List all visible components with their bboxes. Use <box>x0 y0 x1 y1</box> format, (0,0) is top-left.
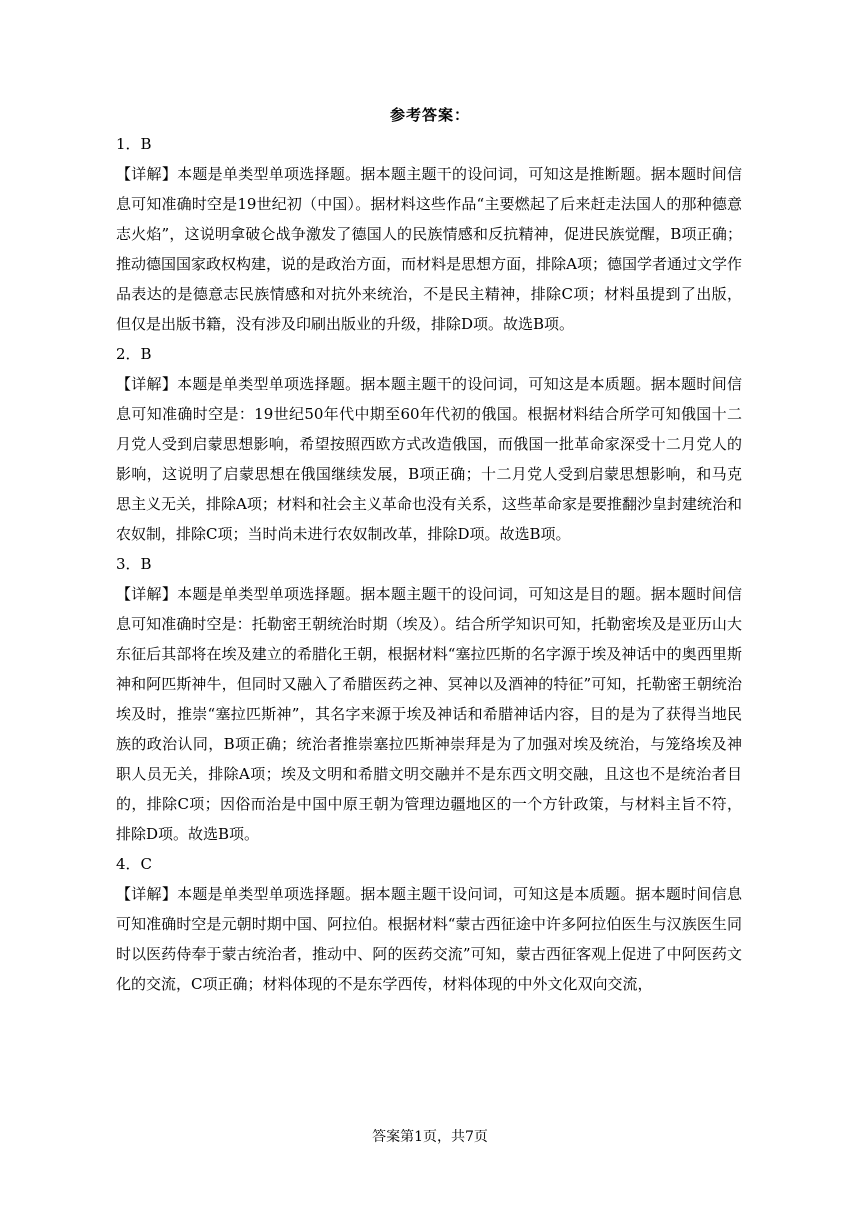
explanation-label: 【详解】 <box>116 375 178 393</box>
explanation-label: 【详解】 <box>116 165 178 183</box>
explanation-text: 本题是单类型单项选择题。据本题主题干的设问词，可知这是目的题。据本题时间信息可知准确时空是：托勒密王朝统治时期（埃及）。结合所学知识可知，托勒密埃及是亚历山大东征后其部将在埃及建立的希腊化王朝，根据材料“塞拉匹斯的名字源于埃及神话中的奥西里斯神和阿匹斯神牛，但同时又融入了希腊医药之神、冥神以及酒神的特征”可知，托勒密王朝统治埃及时，推崇“塞拉匹斯神”，其名字来源于埃及神话和希腊神话内容，目的是为了获得当地民族的政治认同，B项正确；统治者推崇塞拉匹斯神崇拜是为了加强对埃及统治，与笼络埃及神职人员无关，排除A项；埃及文明和希腊文明交融并不是东西文明交融，且这也不是统治者目的，排除C项；因俗而治是中国中原王朝为管理边疆地区的一个方针政策，与材料主旨不符，排除D项。故选B项。 <box>116 585 742 843</box>
explanation-label: 【详解】 <box>116 585 178 603</box>
answer-explanation-3 <box>116 579 742 849</box>
page-footer: 答案第1页，共7页 <box>372 1129 488 1145</box>
answer-number-1: 1．B <box>116 135 152 153</box>
answer-explanation-1 <box>116 159 742 339</box>
answer-number-3: 3．B <box>116 555 152 573</box>
explanation-text: 本题是单类型单项选择题。据本题主题干的设问词，可知这是本质题。据本题时间信息可知准确时空是：19世纪50年代中期至60年代初的俄国。根据材料结合所学可知俄国十二月党人受到启蒙思想影响，希望按照西欧方式改造俄国，而俄国一批革命家深受十二月党人的影响，这说明了启蒙思想在俄国继续发展，B项正确；十二月党人受到启蒙思想影响，和马克思主义无关，排除A项；材料和社会主义革命也没有关系，这些革命家是要推翻沙皇封建统治和农奴制，排除C项；当时尚未进行农奴制改革，排除D项。故选B项。 <box>116 375 742 543</box>
explanation-text: 本题是单类型单项选择题。据本题主题干设问词，可知这是本质题。据本题时间信息可知准确时空是元朝时期中国、阿拉伯。根据材料“蒙古西征途中许多阿拉伯医生与汉族医生同时以医药侍奉于蒙古统治者，推动中、阿的医药交流”可知，蒙古西征客观上促进了中阿医药文化的交流，C项正确；材料体现的不是东学西传，材料体现的中外文化双向交流， <box>116 885 742 993</box>
answer-list <box>116 129 742 999</box>
explanation-label: 【详解】 <box>116 885 178 903</box>
explanation-text: 本题是单类型单项选择题。据本题主题干的设问词，可知这是推断题。据本题时间信息可知准确时空是19世纪初（中国）。据材料这些作品“主要燃起了后来赶走法国人的那种德意志火焰”，这说明拿破仑战争激发了德国人的民族情感和反抗精神，促进民族觉醒，B项正确；推动德国国家政权构建，说的是政治方面，而材料是思想方面，排除A项；德国学者通过文学作品表达的是德意志民族情感和对抗外来统治，不是民主精神，排除C项；材料虽提到了出版，但仅是出版书籍，没有涉及印刷出版业的升级，排除D项。故选B项。 <box>116 165 742 333</box>
answer-number-4: 4．C <box>116 855 153 873</box>
answer-explanation-2 <box>116 369 742 549</box>
answer-explanation-4 <box>116 879 742 999</box>
answer-number-2: 2．B <box>116 345 152 363</box>
page-title: 参考答案： <box>389 106 470 124</box>
